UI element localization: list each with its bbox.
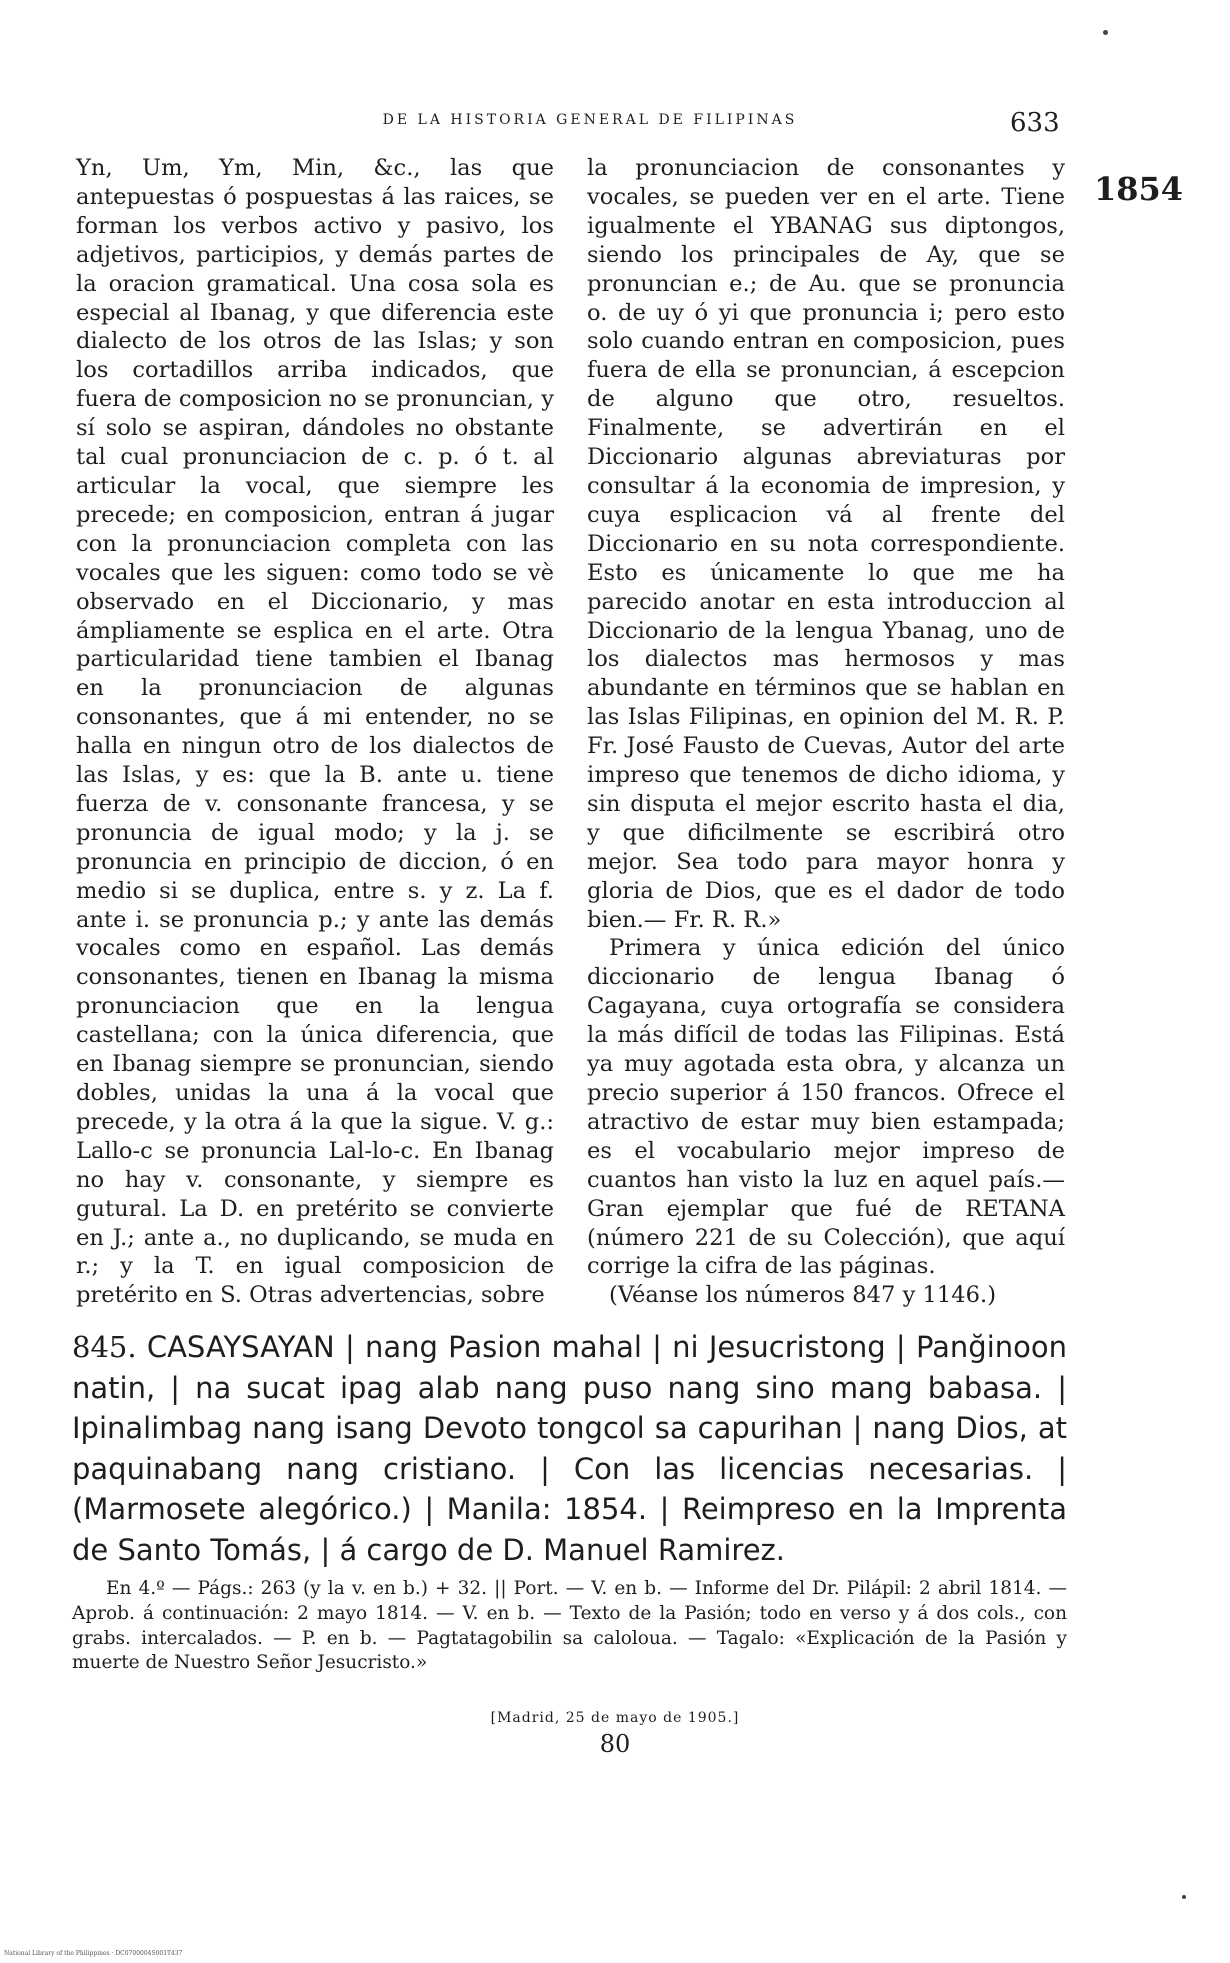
- right-column: [587, 154, 1065, 1310]
- print-speck: [1103, 30, 1108, 35]
- cross-reference: (Véanse los números 847 y 1146.): [609, 1282, 997, 1309]
- left-column: [76, 154, 554, 1310]
- entry-description: En 4.º — Págs.: 263 (y la v. en b.) + 32. || Port. — V. en b. — Informe del Dr. Pilápil: 2 abril 1814. — Aprob. á continuación: 2 mayo 1814. — V. en b. — Texto de la Pasión; todo en verso y á dos cols., con grabs. intercalados. — P. en b. — Pagtatagobilin sa caloloua. — Tagalo: «Explicación de la Pasión y muerte de Nuestro Señor Jesucristo.»: [72, 1578, 1067, 1674]
- page-number: 633: [1010, 108, 1060, 138]
- scan-credit: National Library of the Philippines · DC0700004S001T437: [4, 1950, 183, 1957]
- entry-title: CASAYSAYAN | nang Pasion mahal | ni Jesucristong | Panğinoon natin, | na sucat ipag alab nang puso nang sino mang babasa. | Ipinalimbag nang isang Devoto tongcol sa capurihan | nang Dios, at paquinabang nang cristiano. | Con las licencias necesarias. | (Marmosete alegórico.) | Manila: 1854. | Reimpreso en la Imprenta de Santo Tomás, | á cargo de D. Manuel Ramirez.: [72, 1330, 1068, 1567]
- catalog-entry: [72, 1327, 1067, 1570]
- left-column-text: Yn, Um, Ym, Min, &c., las que antepuestas ó pospuestas á las raices, se forman los verbos activo y pasivo, los adjetivos, participios, y demás partes de la oracion gramatical. Una cosa sola es especial al Ibanag, y que diferencia este dialecto de los otros de las Islas; y son los cortadillos arriba indicados, que fuera de composicion no se pronuncian, y sí solo se aspiran, dándoles no obstante tal cual pronunciacion de c. p. ó t. al articular la vocal, que siempre les precede; en composicion, entran á jugar con la pronunciacion completa con las vocales que les siguen: como todo se vè observado en el Diccionario, y mas ámpliamente se esplica en el arte. Otra particularidad tiene tambien el Ibanag en la pronunciacion de algunas consonantes, que á mi entender, no se halla en ningun otro de los dialectos de las Islas, y es: que la B. ante u. tiene fuerza de v. consonante francesa, y se pronuncia de igual modo; y la j. se pronuncia en principio de diccion, ó en medio si se duplica, entre s. y z. La f. ante i. se pronuncia p.; y ante las demás vocales como en español. Las demás consonantes, tienen en Ibanag la misma pronunciacion que en la lengua castellana; con la única diferencia, que en Ibanag siempre se pronuncian, siendo dobles, unidas la una á la vocal que precede, y la otra á la que la sigue. V. g.: Lallo-c se pronuncia Lal-lo-c. En Ibanag no hay v. consonante, y siempre es gutural. La D. en pretérito se convierte en J.; ante a., no duplicando, se muda en r.; y la T. en igual composicion de pretérito en S. Otras advertencias, sobre: [76, 155, 554, 1309]
- running-title: DE LA HISTORIA GENERAL DE FILIPINAS: [382, 112, 798, 128]
- print-speck: [1182, 1895, 1186, 1899]
- entry-notes: [72, 1577, 1067, 1676]
- right-column-paragraph: Primera y única edición del único diccionario de lengua Ibanag ó Cagayana, cuya ortografía se considera la más difícil de todas las Filipinas. Está ya muy agotada esta obra, y alcanza un precio superior á 150 francos. Ofrece el atractivo de estar muy bien estampada; es el vocabulario mejor impreso de cuantos han visto la luz en aquel país.— Gran ejemplar que fué de RETANA (número 221 de su Colección), que aquí corrige la cifra de las páginas.: [587, 935, 1065, 1280]
- year-marker: 1854: [1094, 170, 1184, 208]
- entry-number: 845.: [72, 1330, 137, 1364]
- printer-signature: 80: [599, 1730, 631, 1758]
- right-column-paragraph: la pronunciacion de consonantes y vocales, se pueden ver en el arte. Tiene igualmente el YBANAG sus diptongos, siendo los principales de Ay, que se pronuncian e.; de Au. que se pronuncia o. de uy ó yi que pronuncia i; pero esto solo cuando entran en composicion, pues fuera de ella se pronuncian, á escepcion de alguno que otro, resueltos. Finalmente, se advertirán en el Diccionario algunas abreviaturas por consultar á la economia de impresion, y cuya esplicacion vá al frente del Diccionario en su nota correspondiente. Esto es únicamente lo que me ha parecido anotar en esta introduccion al Diccionario de la lengua Ybanag, uno de los dialectos mas hermosos y mas abundante en términos que se hablan en las Islas Filipinas, en opinion del M. R. P. Fr. José Fausto de Cuevas, Autor del arte impreso que tenemos de dicho idioma, y sin disputa el mejor escrito hasta el dia, y que dificilmente se escribirá otro mejor. Sea todo para mayor honra y gloria de Dios, que es el dador de todo bien.— Fr. R. R.»: [587, 155, 1065, 933]
- imprint-line: [Madrid, 25 de mayo de 1905.]: [490, 1710, 740, 1726]
